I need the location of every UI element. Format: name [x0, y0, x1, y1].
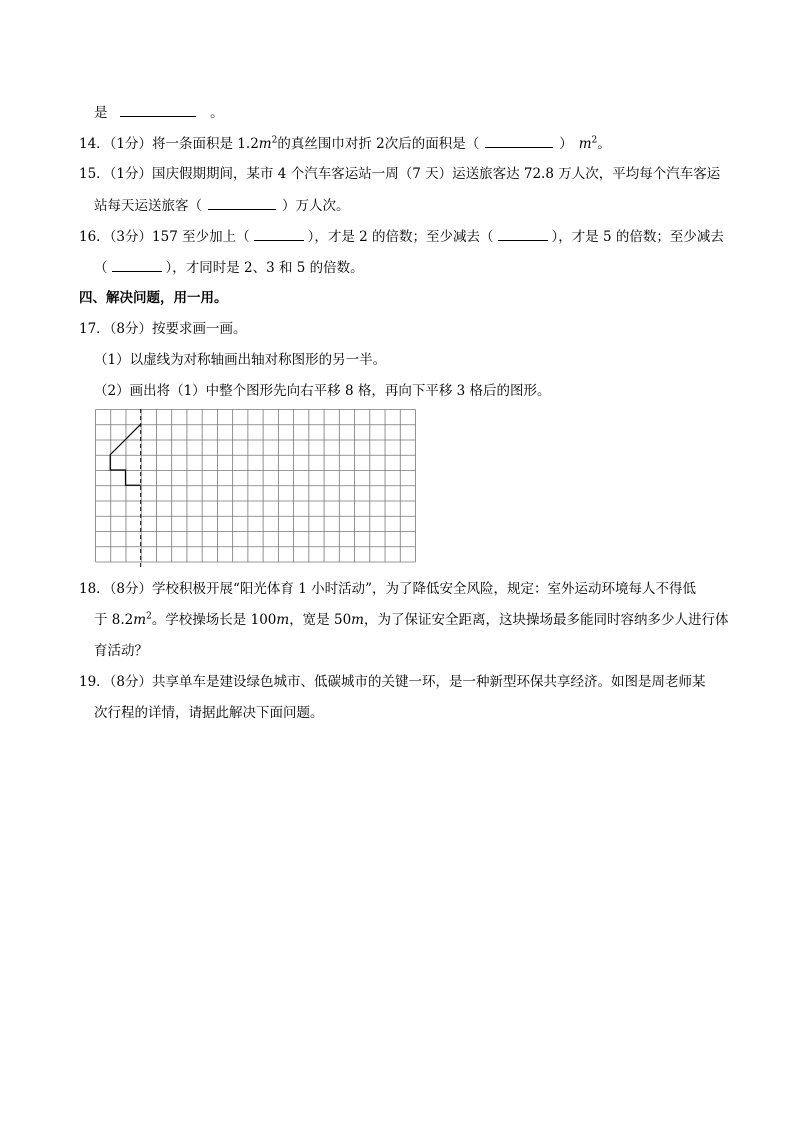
question-19-line1: 19．（8分）共享单车是建设绿色城市、低碳城市的关键一环，是一种新型环保共享经济。如图是周老师某	[79, 674, 706, 690]
answer-blank[interactable]	[254, 227, 304, 241]
half-shape	[110, 424, 141, 485]
answer-blank[interactable]	[112, 258, 162, 272]
question-17-stem: 17．（8分）按要求画一画。	[79, 321, 247, 337]
question-18-line2: 于 $8.2m^2$。学校操场长是 100m，宽是 50m，为了保证安全距离，这块操场最多能同时容纳多少人进行体	[94, 611, 729, 628]
question-16-line1: 16．（3分）157 至少加上（ ），才是 2 的倍数；至少减去（ ），才是 5 的倍数；至少减去	[79, 229, 724, 245]
question-16-line2: （ ），才同时是 2、3 和 5 的倍数。	[94, 260, 364, 276]
answer-blank[interactable]	[498, 227, 548, 241]
q13-tail: 是 。	[94, 105, 224, 121]
question-14: 14．（1分）将一条面积是 $1.2m^2$的真丝围巾对折 2次后的面积是（ ） $m^2$。	[79, 135, 611, 152]
question-19-line2: 次行程的详情，请据此解决下面问题。	[94, 705, 324, 721]
grid-lines	[96, 410, 416, 563]
answer-blank[interactable]	[485, 134, 553, 148]
drawing-grid[interactable]	[95, 409, 417, 569]
question-17-part1: （1）以虚线为对称轴画出轴对称图形的另一半。	[94, 352, 387, 368]
section-title: 四、解决问题，用一用。	[79, 290, 228, 306]
question-18-line3: 育活动？	[94, 643, 148, 659]
answer-blank[interactable]	[208, 196, 276, 210]
question-18-line1: 18．（8分）学校积极开展“阳光体育 1 小时活动”，为了降低安全风险，规定：室外运动环境每人不得低	[79, 581, 696, 597]
question-15-line1: 15．（1分）国庆假期期间，某市 4 个汽车客运站一周（7 天）运送旅客达 72.8 万人次，平均每个汽车客运	[79, 166, 721, 182]
answer-blank[interactable]	[120, 103, 196, 117]
question-15-line2: 站每天运送旅客（ ）万人次。	[94, 198, 350, 214]
question-17-part2: （2）画出将（1）中整个图形先向右平移 8 格，再向下平移 3 格后的图形。	[94, 383, 551, 399]
